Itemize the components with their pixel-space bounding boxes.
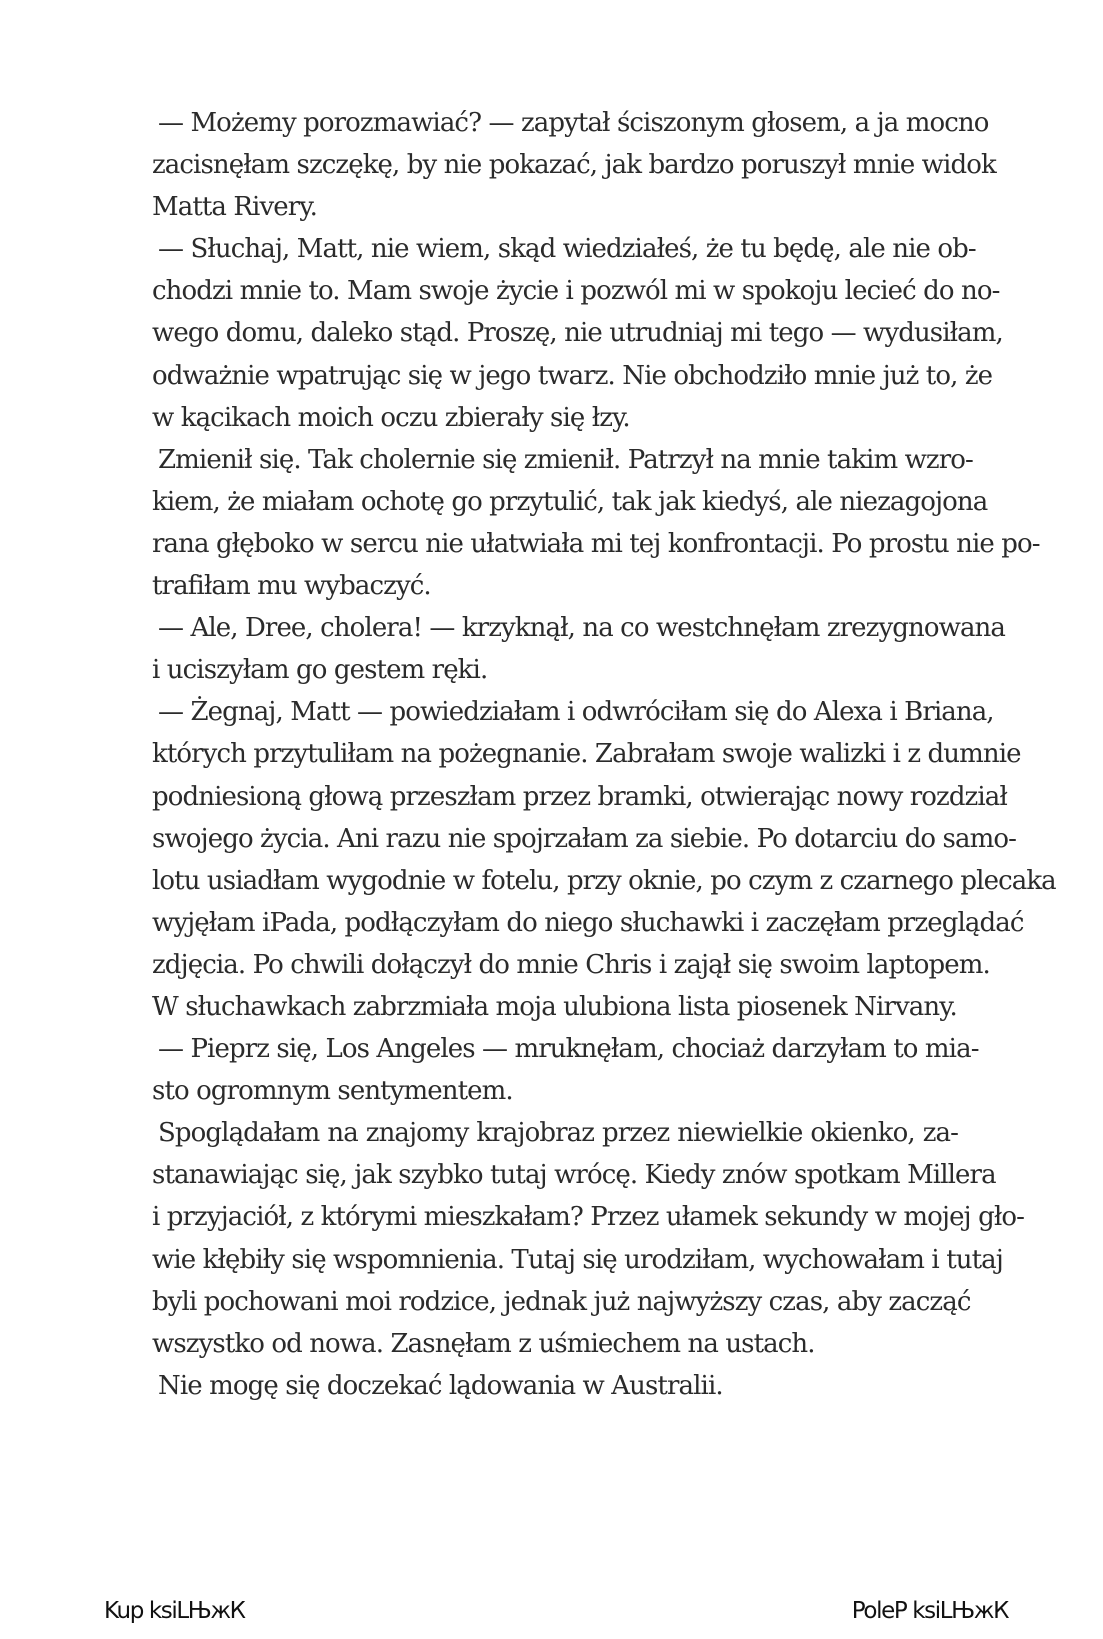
text-line: Matta Rivery. — [152, 192, 317, 223]
footer-left-link[interactable]: Kup ksiLЊжК — [104, 1598, 245, 1624]
paragraph — [152, 102, 996, 228]
text-line: stanawiając się, jak szybko tutaj wrócę. Kiedy znów spotkam Millera — [152, 1160, 996, 1191]
text-line: Zmienił się. Tak cholernie się zmienił. Patrzył na mnie takim wzro- — [158, 444, 973, 475]
text-line: byli pochowani moi rodzice, jednak już najwyższy czas, aby zacząć — [152, 1286, 971, 1317]
text-line: i przyjaciół, z którymi mieszkałam? Przez ułamek sekundy w mojej gło- — [152, 1202, 1024, 1233]
text-line: — Pieprz się, Los Angeles — mruknęłam, chociaż darzyłam to mia- — [158, 1034, 979, 1065]
text-line: — Możemy porozmawiać? — zapytał ściszonym głosem, a ja mocno — [158, 108, 989, 138]
paragraph — [152, 691, 1056, 1028]
text-line: W słuchawkach zabrzmiała moja ulubiona lista piosenek Nirvany. — [152, 991, 957, 1022]
text-line: — Ale, Dree, cholera! — krzyknął, na co westchnęłam zrezygnowana — [158, 613, 1006, 644]
text-line: wyjęłam iPada, podłączyłam do niego słuchawki i zaczęłam przeglądać — [152, 907, 1024, 938]
text-line: sto ogromnym sentymentem. — [152, 1076, 513, 1107]
text-line: i uciszyłam go gestem ręki. — [152, 655, 488, 686]
text-line: których przytuliłam na pożegnanie. Zabrałam swoje walizki i z dumnie — [152, 739, 1021, 770]
paragraph — [152, 1028, 979, 1112]
text-line: podniesioną głową przeszłam przez bramki, otwierając nowy rozdział — [152, 781, 1007, 812]
text-line: odważnie wpatrując się w jego twarz. Nie obchodziło mnie już to, że — [152, 360, 993, 391]
text-line: zacisnęłam szczękę, by nie pokazać, jak bardzo poruszył mnie widok — [152, 150, 996, 181]
text-line: — Słuchaj, Matt, nie wiem, skąd wiedziałeś, że tu będę, ale nie ob- — [158, 234, 976, 265]
text-line: swojego życia. Ani razu nie spojrzałam za siebie. Po dotarciu do samo- — [152, 823, 1016, 854]
text-line: Spoglądałam na znajomy krajobraz przez niewielkie okienko, za- — [158, 1118, 958, 1149]
page-body — [152, 102, 1056, 1407]
footer-right-link[interactable]: PoleP ksiLЊжК — [851, 1598, 1008, 1624]
paragraph — [152, 607, 1006, 691]
text-line: lotu usiadłam wygodnie w fotelu, przy oknie, po czym z czarnego plecaka — [152, 865, 1056, 896]
text-line: Nie mogę się doczekać lądowania w Australii. — [158, 1370, 723, 1401]
paragraph — [152, 439, 1040, 607]
paragraph — [152, 1112, 1024, 1365]
text-line: wszystko od nowa. Zasnęłam z uśmiechem na ustach. — [152, 1328, 815, 1359]
text-line: zdjęcia. Po chwili dołączył do mnie Chris i zajął się swoim laptopem. — [152, 949, 990, 980]
paragraph — [152, 1365, 958, 1407]
text-line: — Żegnaj, Matt — powiedziałam i odwróciłam się do Alexa i Briana, — [158, 697, 994, 728]
text-line: wego domu, daleko stąd. Proszę, nie utrudniaj mi tego — wydusiłam, — [152, 318, 1003, 349]
text-line: w kącikach moich oczu zbierały się łzy. — [152, 402, 630, 433]
text-line: chodzi mnie to. Mam swoje życie i pozwól mi w spokoju lecieć do no- — [152, 276, 1000, 307]
text-line: kiem, że miałam ochotę go przytulić, tak jak kiedyś, ale niezagojona — [152, 486, 988, 517]
text-line: rana głęboko w sercu nie ułatwiała mi tej konfrontacji. Po prostu nie po- — [152, 528, 1040, 559]
text-line: trafiłam mu wybaczyć. — [152, 571, 431, 602]
paragraph — [152, 228, 1003, 438]
text-line: wie kłębiły się wspomnienia. Tutaj się urodziłam, wychowałam i tutaj — [152, 1244, 1003, 1275]
